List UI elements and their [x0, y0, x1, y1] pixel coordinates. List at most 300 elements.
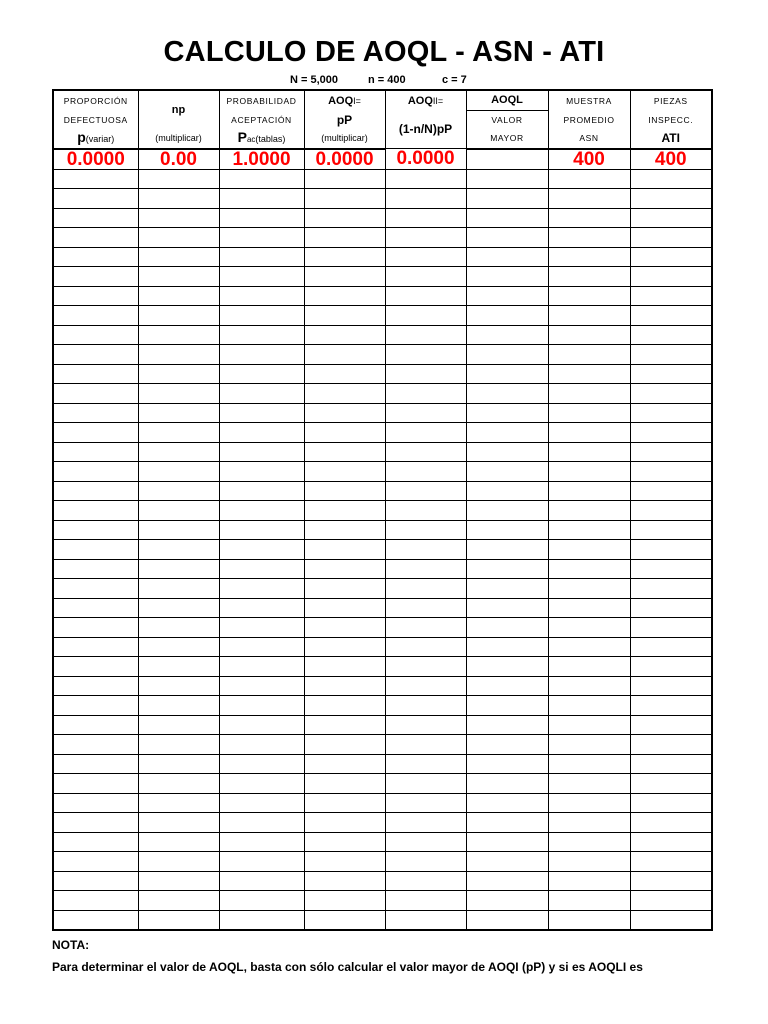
cell-np[interactable]: [138, 676, 219, 696]
cell-p[interactable]: [53, 754, 138, 774]
cell-aoq1[interactable]: [304, 871, 385, 891]
cell-aoql[interactable]: [466, 442, 548, 462]
cell-ati[interactable]: [630, 306, 712, 326]
cell-aoql[interactable]: [466, 696, 548, 716]
cell-aoql[interactable]: [466, 598, 548, 618]
cell-p[interactable]: [53, 774, 138, 794]
cell-ati[interactable]: [630, 462, 712, 482]
cell-aoq2[interactable]: [385, 481, 466, 501]
cell-pac[interactable]: [219, 676, 304, 696]
cell-aoql[interactable]: [466, 462, 548, 482]
cell-np[interactable]: [138, 774, 219, 794]
cell-ati[interactable]: [630, 793, 712, 813]
cell-np[interactable]: [138, 910, 219, 930]
cell-ati[interactable]: [630, 618, 712, 638]
cell-ati[interactable]: [630, 754, 712, 774]
cell-ati[interactable]: [630, 540, 712, 560]
cell-pac[interactable]: [219, 189, 304, 209]
cell-p[interactable]: [53, 481, 138, 501]
cell-aoq2[interactable]: [385, 832, 466, 852]
cell-aoq2[interactable]: [385, 403, 466, 423]
cell-aoq1[interactable]: [304, 657, 385, 677]
cell-aoq2[interactable]: [385, 754, 466, 774]
cell-pac[interactable]: [219, 579, 304, 599]
cell-ati[interactable]: [630, 735, 712, 755]
cell-aoq2[interactable]: [385, 423, 466, 443]
cell-ati[interactable]: [630, 247, 712, 267]
cell-aoq2[interactable]: [385, 715, 466, 735]
cell-pac[interactable]: [219, 871, 304, 891]
cell-asn[interactable]: [548, 481, 630, 501]
cell-p[interactable]: [53, 267, 138, 287]
cell-aoql[interactable]: [466, 540, 548, 560]
cell-asn[interactable]: [548, 520, 630, 540]
cell-np[interactable]: [138, 364, 219, 384]
cell-p[interactable]: [53, 345, 138, 365]
cell-np[interactable]: [138, 325, 219, 345]
cell-ati[interactable]: [630, 481, 712, 501]
cell-asn[interactable]: [548, 208, 630, 228]
cell-aoq1[interactable]: [304, 267, 385, 287]
cell-pac[interactable]: [219, 793, 304, 813]
cell-aoq1[interactable]: [304, 637, 385, 657]
cell-pac[interactable]: [219, 208, 304, 228]
cell-aoq2[interactable]: [385, 501, 466, 521]
cell-aoql[interactable]: [466, 754, 548, 774]
cell-aoq2[interactable]: [385, 442, 466, 462]
cell-pac[interactable]: [219, 286, 304, 306]
cell-ati[interactable]: [630, 774, 712, 794]
cell-pac[interactable]: [219, 657, 304, 677]
cell-np[interactable]: [138, 559, 219, 579]
cell-aoql[interactable]: [466, 579, 548, 599]
cell-aoq1[interactable]: [304, 540, 385, 560]
cell-pac[interactable]: [219, 169, 304, 189]
cell-aoq1[interactable]: [304, 754, 385, 774]
cell-ati[interactable]: [630, 598, 712, 618]
cell-p[interactable]: [53, 189, 138, 209]
cell-asn[interactable]: [548, 247, 630, 267]
cell-np[interactable]: [138, 618, 219, 638]
cell-aoq1[interactable]: [304, 325, 385, 345]
cell-aoql[interactable]: [466, 325, 548, 345]
cell-ati[interactable]: [630, 657, 712, 677]
cell-aoq2[interactable]: [385, 774, 466, 794]
cell-ati[interactable]: [630, 910, 712, 930]
cell-aoql[interactable]: [466, 501, 548, 521]
cell-aoql[interactable]: [466, 559, 548, 579]
cell-aoql[interactable]: [466, 774, 548, 794]
cell-aoql[interactable]: [466, 403, 548, 423]
cell-asn[interactable]: [548, 442, 630, 462]
cell-asn[interactable]: [548, 267, 630, 287]
cell-aoq2[interactable]: [385, 520, 466, 540]
cell-aoq1[interactable]: [304, 891, 385, 911]
cell-np[interactable]: [138, 598, 219, 618]
cell-np[interactable]: [138, 637, 219, 657]
cell-aoq2[interactable]: [385, 735, 466, 755]
cell-aoql[interactable]: [466, 169, 548, 189]
cell-aoql[interactable]: [466, 306, 548, 326]
cell-aoq1[interactable]: [304, 813, 385, 833]
cell-aoq2[interactable]: [385, 910, 466, 930]
cell-asn[interactable]: [548, 579, 630, 599]
cell-p[interactable]: [53, 676, 138, 696]
cell-asn[interactable]: [548, 364, 630, 384]
cell-p[interactable]: [53, 169, 138, 189]
cell-asn[interactable]: [548, 715, 630, 735]
cell-ati[interactable]: [630, 384, 712, 404]
cell-ati[interactable]: [630, 696, 712, 716]
cell-asn[interactable]: [548, 813, 630, 833]
cell-aoq2[interactable]: [385, 559, 466, 579]
cell-p[interactable]: [53, 637, 138, 657]
cell-asn[interactable]: [548, 754, 630, 774]
cell-p[interactable]: [53, 813, 138, 833]
cell-aoq1[interactable]: [304, 228, 385, 248]
cell-aoq2[interactable]: [385, 228, 466, 248]
cell-pac[interactable]: [219, 520, 304, 540]
cell-pac[interactable]: [219, 442, 304, 462]
cell-ati[interactable]: [630, 286, 712, 306]
cell-aoq1[interactable]: [304, 462, 385, 482]
cell-np[interactable]: [138, 754, 219, 774]
cell-np[interactable]: [138, 345, 219, 365]
cell-ati[interactable]: [630, 871, 712, 891]
cell-asn[interactable]: [548, 423, 630, 443]
cell-ati[interactable]: [630, 208, 712, 228]
cell-p[interactable]: [53, 384, 138, 404]
cell-asn[interactable]: [548, 618, 630, 638]
cell-aoql[interactable]: [466, 286, 548, 306]
cell-p[interactable]: [53, 247, 138, 267]
cell-p[interactable]: [53, 306, 138, 326]
cell-asn[interactable]: [548, 403, 630, 423]
cell-aoq2[interactable]: [385, 540, 466, 560]
cell-asn[interactable]: [548, 891, 630, 911]
cell-asn[interactable]: [548, 793, 630, 813]
cell-p[interactable]: [53, 871, 138, 891]
cell-aoq1[interactable]: [304, 696, 385, 716]
cell-aoq2[interactable]: [385, 189, 466, 209]
cell-aoq2[interactable]: [385, 871, 466, 891]
cell-p[interactable]: [53, 832, 138, 852]
cell-np[interactable]: 0.00: [138, 149, 219, 170]
cell-aoq1[interactable]: [304, 715, 385, 735]
cell-pac[interactable]: [219, 462, 304, 482]
cell-np[interactable]: [138, 462, 219, 482]
cell-aoql[interactable]: [466, 793, 548, 813]
cell-asn[interactable]: [548, 345, 630, 365]
cell-pac[interactable]: [219, 267, 304, 287]
cell-pac[interactable]: [219, 832, 304, 852]
cell-aoql[interactable]: [466, 832, 548, 852]
cell-aoq2[interactable]: [385, 813, 466, 833]
cell-aoq2[interactable]: [385, 462, 466, 482]
cell-pac[interactable]: [219, 228, 304, 248]
cell-aoq2[interactable]: [385, 247, 466, 267]
cell-pac[interactable]: [219, 247, 304, 267]
cell-ati[interactable]: [630, 169, 712, 189]
cell-p[interactable]: [53, 618, 138, 638]
cell-p[interactable]: [53, 286, 138, 306]
cell-np[interactable]: [138, 501, 219, 521]
cell-np[interactable]: [138, 247, 219, 267]
cell-np[interactable]: [138, 423, 219, 443]
cell-asn[interactable]: [548, 598, 630, 618]
cell-aoql[interactable]: [466, 345, 548, 365]
cell-asn[interactable]: [548, 325, 630, 345]
cell-p[interactable]: [53, 423, 138, 443]
cell-aoq2[interactable]: [385, 598, 466, 618]
cell-aoq2[interactable]: [385, 267, 466, 287]
cell-asn[interactable]: [548, 832, 630, 852]
cell-np[interactable]: [138, 189, 219, 209]
cell-pac[interactable]: [219, 715, 304, 735]
cell-p[interactable]: [53, 540, 138, 560]
cell-np[interactable]: [138, 871, 219, 891]
cell-pac[interactable]: [219, 813, 304, 833]
cell-p[interactable]: [53, 559, 138, 579]
cell-asn[interactable]: [548, 696, 630, 716]
cell-p[interactable]: [53, 852, 138, 872]
cell-asn[interactable]: [548, 910, 630, 930]
cell-np[interactable]: [138, 891, 219, 911]
cell-aoq2[interactable]: [385, 169, 466, 189]
cell-p[interactable]: [53, 910, 138, 930]
cell-aoq1[interactable]: [304, 735, 385, 755]
cell-aoq1[interactable]: 0.0000: [304, 149, 385, 170]
cell-ati[interactable]: [630, 852, 712, 872]
cell-aoql[interactable]: [466, 676, 548, 696]
cell-aoq2[interactable]: [385, 345, 466, 365]
cell-p[interactable]: [53, 442, 138, 462]
cell-aoq1[interactable]: [304, 247, 385, 267]
cell-aoql[interactable]: [466, 384, 548, 404]
cell-pac[interactable]: [219, 910, 304, 930]
cell-ati[interactable]: [630, 637, 712, 657]
cell-ati[interactable]: [630, 579, 712, 599]
cell-pac[interactable]: [219, 540, 304, 560]
cell-aoq2[interactable]: [385, 306, 466, 326]
cell-aoq1[interactable]: [304, 345, 385, 365]
cell-p[interactable]: [53, 228, 138, 248]
cell-asn[interactable]: [548, 286, 630, 306]
cell-aoq1[interactable]: [304, 832, 385, 852]
cell-pac[interactable]: [219, 384, 304, 404]
cell-aoq1[interactable]: [304, 676, 385, 696]
cell-asn[interactable]: [548, 735, 630, 755]
cell-asn[interactable]: [548, 228, 630, 248]
cell-aoq2[interactable]: [385, 286, 466, 306]
cell-aoq1[interactable]: [304, 774, 385, 794]
cell-np[interactable]: [138, 735, 219, 755]
cell-ati[interactable]: [630, 228, 712, 248]
cell-ati[interactable]: [630, 364, 712, 384]
cell-aoql[interactable]: [466, 852, 548, 872]
cell-ati[interactable]: [630, 715, 712, 735]
cell-ati[interactable]: [630, 403, 712, 423]
cell-aoq1[interactable]: [304, 559, 385, 579]
cell-asn[interactable]: [548, 189, 630, 209]
cell-p[interactable]: 0.0000: [53, 149, 138, 170]
cell-ati[interactable]: [630, 325, 712, 345]
cell-p[interactable]: [53, 208, 138, 228]
cell-pac[interactable]: [219, 735, 304, 755]
cell-pac[interactable]: [219, 618, 304, 638]
cell-p[interactable]: [53, 793, 138, 813]
cell-aoq1[interactable]: [304, 793, 385, 813]
cell-aoql[interactable]: [466, 267, 548, 287]
cell-np[interactable]: [138, 384, 219, 404]
cell-pac[interactable]: [219, 325, 304, 345]
cell-np[interactable]: [138, 228, 219, 248]
cell-np[interactable]: [138, 169, 219, 189]
cell-aoq2[interactable]: [385, 852, 466, 872]
cell-np[interactable]: [138, 657, 219, 677]
cell-aoq1[interactable]: [304, 852, 385, 872]
cell-aoql[interactable]: [466, 228, 548, 248]
cell-aoq1[interactable]: [304, 403, 385, 423]
cell-ati[interactable]: [630, 267, 712, 287]
cell-np[interactable]: [138, 286, 219, 306]
cell-ati[interactable]: [630, 423, 712, 443]
cell-pac[interactable]: [219, 501, 304, 521]
cell-p[interactable]: [53, 891, 138, 911]
cell-aoql[interactable]: [466, 481, 548, 501]
cell-aoql[interactable]: [466, 910, 548, 930]
cell-asn[interactable]: [548, 871, 630, 891]
cell-np[interactable]: [138, 208, 219, 228]
cell-aoq1[interactable]: [304, 189, 385, 209]
cell-aoq2[interactable]: [385, 696, 466, 716]
cell-aoq1[interactable]: [304, 208, 385, 228]
cell-ati[interactable]: [630, 501, 712, 521]
cell-aoql[interactable]: [466, 891, 548, 911]
cell-ati[interactable]: [630, 520, 712, 540]
cell-aoq2[interactable]: [385, 208, 466, 228]
cell-ati[interactable]: [630, 832, 712, 852]
cell-np[interactable]: [138, 715, 219, 735]
cell-pac[interactable]: 1.0000: [219, 149, 304, 170]
cell-pac[interactable]: [219, 754, 304, 774]
cell-aoq1[interactable]: [304, 481, 385, 501]
cell-aoq1[interactable]: [304, 442, 385, 462]
cell-np[interactable]: [138, 520, 219, 540]
cell-aoql[interactable]: [466, 637, 548, 657]
cell-pac[interactable]: [219, 423, 304, 443]
cell-p[interactable]: [53, 598, 138, 618]
cell-np[interactable]: [138, 852, 219, 872]
cell-aoql[interactable]: [466, 715, 548, 735]
cell-aoq2[interactable]: [385, 637, 466, 657]
cell-asn[interactable]: [548, 559, 630, 579]
cell-pac[interactable]: [219, 306, 304, 326]
cell-aoql[interactable]: [466, 189, 548, 209]
cell-np[interactable]: [138, 403, 219, 423]
cell-aoq2[interactable]: [385, 891, 466, 911]
cell-aoq1[interactable]: [304, 364, 385, 384]
cell-asn[interactable]: 400: [548, 149, 630, 170]
cell-aoq1[interactable]: [304, 286, 385, 306]
cell-asn[interactable]: [548, 462, 630, 482]
cell-asn[interactable]: [548, 501, 630, 521]
cell-p[interactable]: [53, 403, 138, 423]
cell-aoq1[interactable]: [304, 579, 385, 599]
cell-aoq1[interactable]: [304, 910, 385, 930]
cell-np[interactable]: [138, 793, 219, 813]
cell-aoql[interactable]: [466, 871, 548, 891]
cell-aoql[interactable]: [466, 618, 548, 638]
cell-aoq1[interactable]: [304, 169, 385, 189]
cell-pac[interactable]: [219, 891, 304, 911]
cell-aoql[interactable]: [466, 364, 548, 384]
cell-np[interactable]: [138, 267, 219, 287]
cell-np[interactable]: [138, 696, 219, 716]
cell-asn[interactable]: [548, 637, 630, 657]
cell-pac[interactable]: [219, 345, 304, 365]
cell-np[interactable]: [138, 306, 219, 326]
cell-aoql[interactable]: [466, 657, 548, 677]
cell-aoq2[interactable]: [385, 325, 466, 345]
cell-ati[interactable]: [630, 559, 712, 579]
cell-aoq1[interactable]: [304, 306, 385, 326]
cell-ati[interactable]: 400: [630, 149, 712, 170]
cell-pac[interactable]: [219, 774, 304, 794]
cell-aoq1[interactable]: [304, 501, 385, 521]
cell-pac[interactable]: [219, 598, 304, 618]
cell-aoq2[interactable]: [385, 793, 466, 813]
cell-p[interactable]: [53, 735, 138, 755]
cell-pac[interactable]: [219, 852, 304, 872]
cell-p[interactable]: [53, 501, 138, 521]
cell-asn[interactable]: [548, 306, 630, 326]
cell-pac[interactable]: [219, 696, 304, 716]
cell-aoq1[interactable]: [304, 384, 385, 404]
cell-aoql[interactable]: [466, 520, 548, 540]
cell-aoql[interactable]: [466, 208, 548, 228]
cell-pac[interactable]: [219, 481, 304, 501]
cell-ati[interactable]: [630, 676, 712, 696]
cell-ati[interactable]: [630, 189, 712, 209]
cell-pac[interactable]: [219, 637, 304, 657]
cell-aoql[interactable]: [466, 149, 548, 170]
cell-asn[interactable]: [548, 384, 630, 404]
cell-np[interactable]: [138, 832, 219, 852]
cell-asn[interactable]: [548, 657, 630, 677]
cell-np[interactable]: [138, 442, 219, 462]
cell-np[interactable]: [138, 540, 219, 560]
cell-ati[interactable]: [630, 891, 712, 911]
cell-aoq2[interactable]: [385, 384, 466, 404]
cell-aoql[interactable]: [466, 813, 548, 833]
cell-aoq2[interactable]: [385, 676, 466, 696]
cell-p[interactable]: [53, 657, 138, 677]
cell-aoql[interactable]: [466, 247, 548, 267]
cell-p[interactable]: [53, 520, 138, 540]
cell-pac[interactable]: [219, 559, 304, 579]
cell-p[interactable]: [53, 364, 138, 384]
cell-aoql[interactable]: [466, 735, 548, 755]
cell-np[interactable]: [138, 579, 219, 599]
cell-pac[interactable]: [219, 403, 304, 423]
cell-asn[interactable]: [548, 676, 630, 696]
cell-asn[interactable]: [548, 540, 630, 560]
cell-aoq2[interactable]: [385, 579, 466, 599]
cell-np[interactable]: [138, 481, 219, 501]
cell-asn[interactable]: [548, 169, 630, 189]
cell-asn[interactable]: [548, 774, 630, 794]
